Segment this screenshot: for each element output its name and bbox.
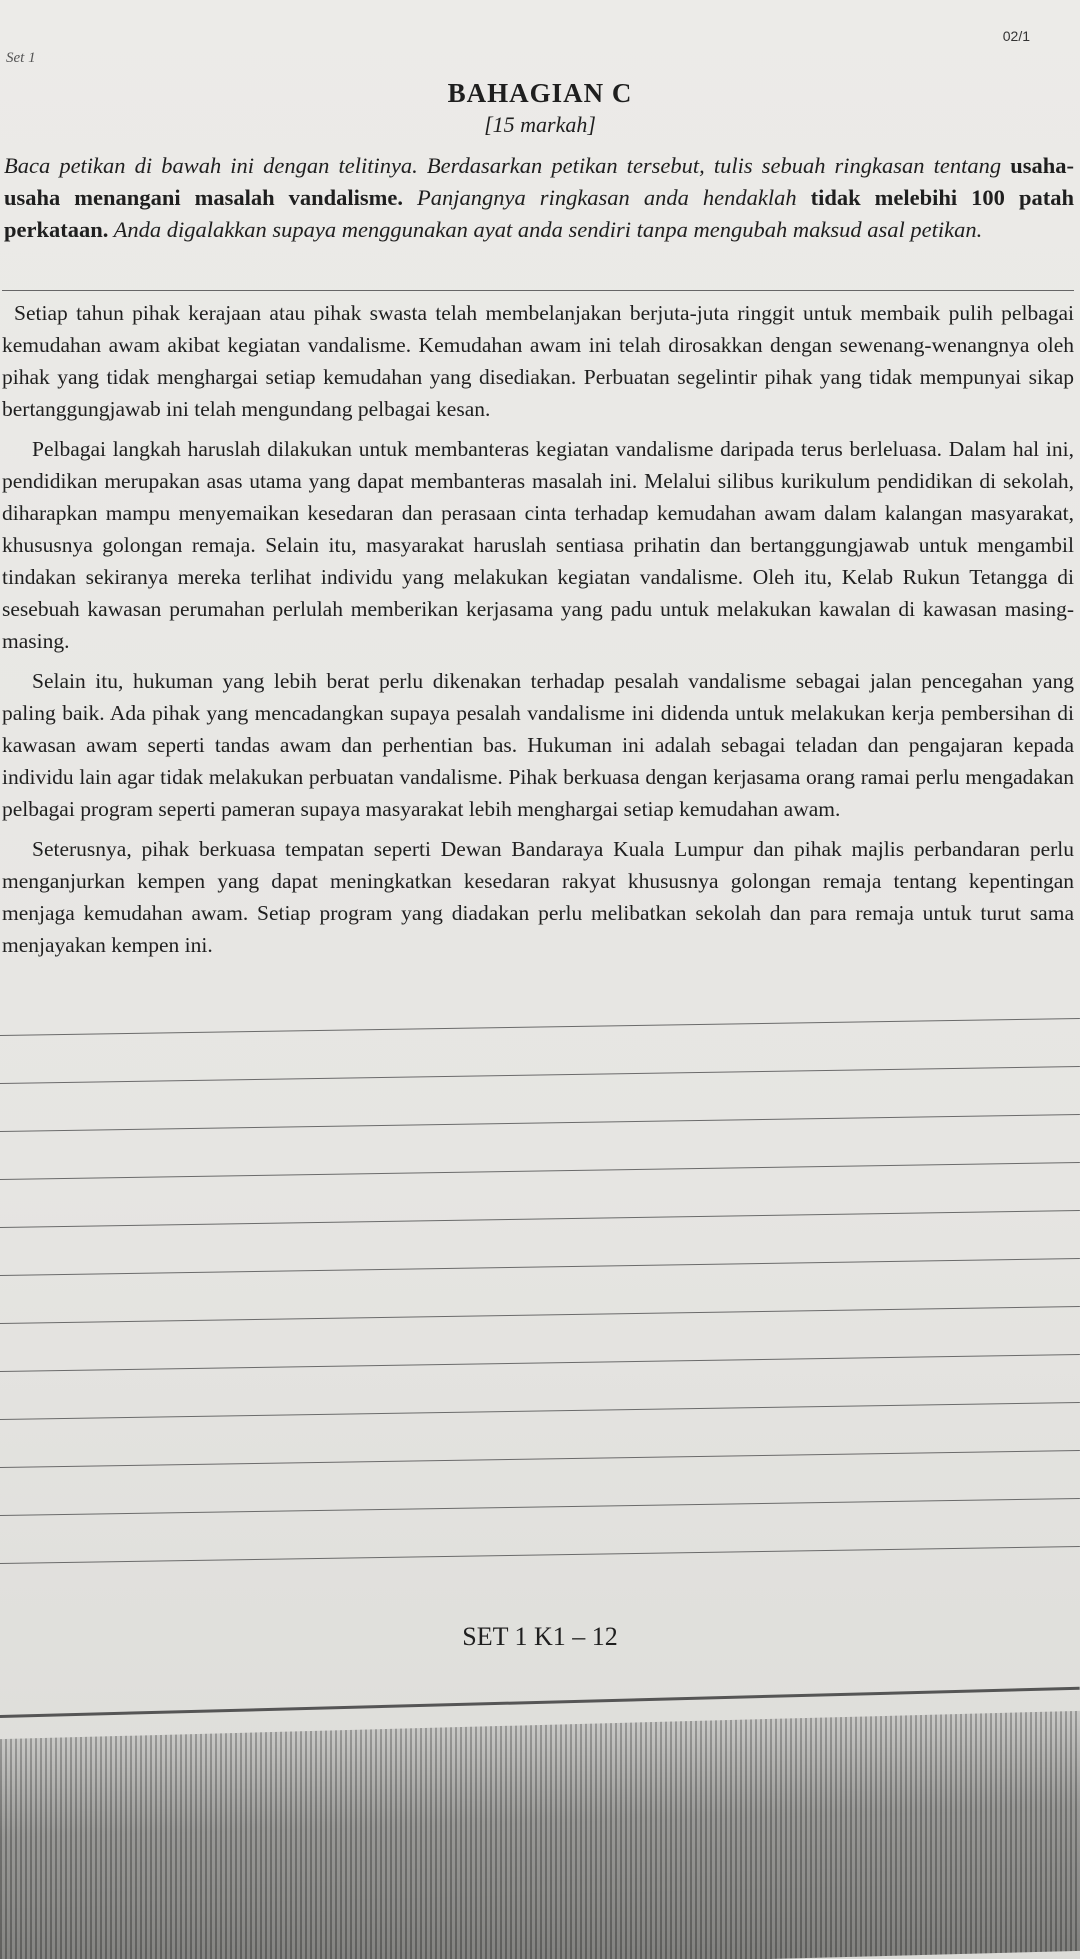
passage-paragraph-2: Pelbagai langkah haruslah dilakukan untuk membanteras kegiatan vandalisme daripada terus berleluasa. Dalam hal ini, pendidikan merupakan asas utama yang dapat membanteras masalah ini. Melalui silibus kurikulum pendidikan di sekolah, diharapkan mampu menyemaikan kesedaran dan perasaan cinta terhadap kemudahan awam dalam kalangan masyarakat, khususnya golongan remaja. Selain itu, masyarakat haruslah sentiasa prihatin dan bertanggungjawab untuk mengambil tindakan sekiranya mereka terlihat individu yang melakukan kegiatan vandalisme. Oleh itu, Kelab Rukun Tetangga di sesebuah kawasan perumahan perlulah memberikan kerjasama yang padu untuk melakukan kawalan di kawasan masing-masing. xyxy=(2,437,1074,653)
passage-paragraph-4: Seterusnya, pihak berkuasa tempatan seperti Dewan Bandaraya Kuala Lumpur dan pihak majlis perbandaran perlu menganjurkan kempen yang dapat meningkatkan kesedaran rakyat khususnya golongan remaja tentang kepentingan menjaga kemudahan awam. Setiap program yang diadakan perlu melibatkan sekolah dan para remaja untuk turut sama menjayakan kempen ini. xyxy=(2,837,1074,957)
answer-line xyxy=(0,1258,1080,1276)
answer-line xyxy=(0,1546,1080,1564)
section-title: BAHAGIAN C xyxy=(447,78,633,108)
page-edge xyxy=(0,1687,1080,1718)
answer-line xyxy=(0,1354,1080,1372)
answer-line xyxy=(0,1402,1080,1420)
page-footer: SET 1 K1 – 12 xyxy=(462,1622,618,1651)
passage-paragraph-3: Selain itu, hukuman yang lebih berat perlu dikenakan terhadap pesalah vandalisme sebagai jalan pencegahan yang paling baik. Ada pihak yang mencadangkan supaya pesalah vandalisme ini didenda untuk melakukan kerja pembersihan di kawasan awam seperti tandas awam dan perhentian bas. Hukuman ini adalah sebagai teladan dan pengajaran kepada individu lain agar tidak melakukan perbuatan vandalisme. Pihak berkuasa dengan kerjasama orang ramai perlu mengadakan pelbagai program seperti pameran supaya masyarakat lebih menghargai setiap kemudahan awam. xyxy=(2,669,1074,821)
set-label: Set 1 xyxy=(6,50,36,66)
instruction-part3: Anda digalakkan supaya menggunakan ayat anda sendiri tanpa mengubah maksud asal petikan. xyxy=(108,217,983,242)
answer-line xyxy=(0,1498,1080,1516)
answer-line xyxy=(0,1306,1080,1324)
paper-code: 02/1 xyxy=(1002,28,1030,44)
answer-line xyxy=(0,1114,1080,1132)
answer-line xyxy=(0,1066,1080,1084)
answer-line xyxy=(0,1162,1080,1180)
answer-line xyxy=(0,1018,1080,1036)
passage-paragraph-1: Setiap tahun pihak kerajaan atau pihak swasta telah membelanjakan berjuta-juta ringgit untuk membaik pulih pelbagai kemudahan awam akibat kegiatan vandalisme. Kemudahan awam ini telah dirosakkan dengan sewenang-wenangnya oleh pihak yang tidak menghargai setiap kemudahan yang disediakan. Perbuatan segelintir pihak yang tidak mempunyai sikap bertanggungjawab ini telah mengundang pelbagai kesan. xyxy=(2,301,1074,421)
section-marks: [15 markah] xyxy=(484,112,596,137)
passage xyxy=(2,290,1074,969)
instruction-part1: Baca petikan di bawah ini dengan telitinya. Berdasarkan petikan tersebut, tulis sebuah ringkasan tentang xyxy=(4,153,1011,178)
instruction-word-limit: tidak melebihi 100 patah perkataan. xyxy=(4,185,1074,242)
instruction-topic: usaha-usaha menangani masalah vandalisme. xyxy=(4,153,1074,210)
instruction-text xyxy=(4,150,1074,246)
answer-line xyxy=(0,1210,1080,1228)
photocopy-shadow xyxy=(0,1711,1080,1959)
answer-line xyxy=(0,1450,1080,1468)
instruction-part2: Panjangnya ringkasan anda hendaklah xyxy=(403,185,811,210)
